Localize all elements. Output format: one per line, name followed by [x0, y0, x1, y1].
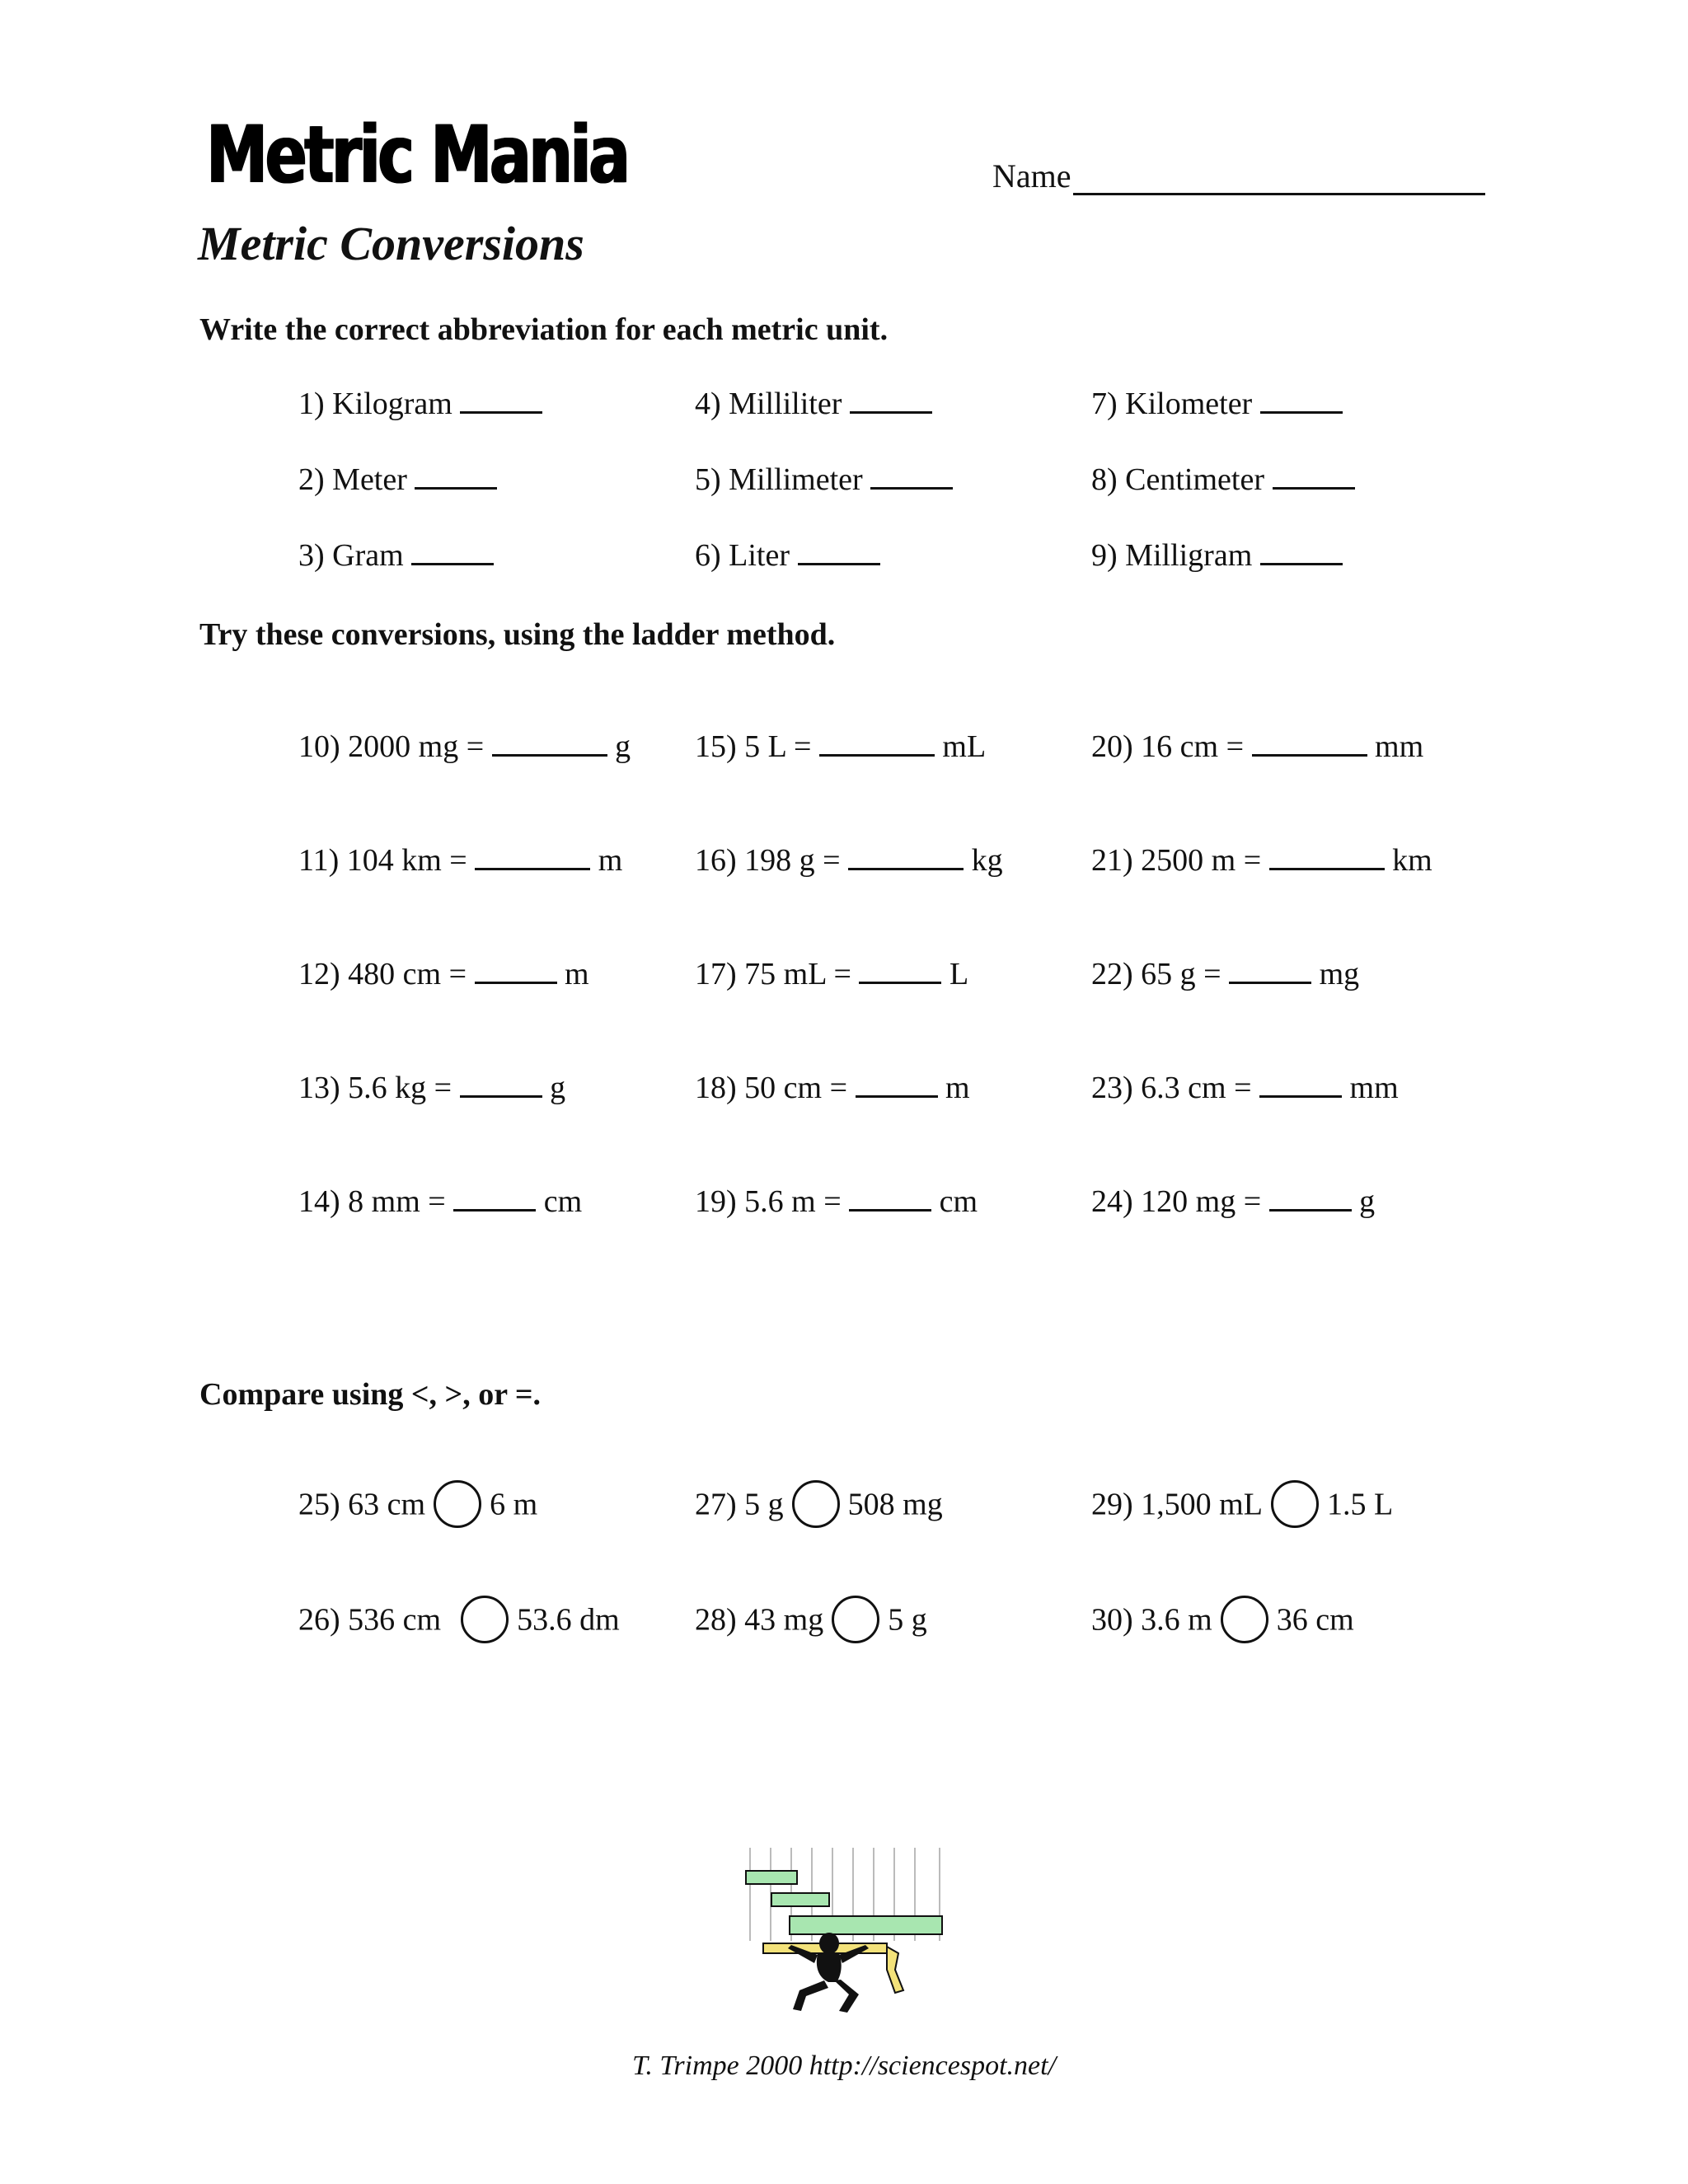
- answer-blank: [1252, 729, 1367, 757]
- comparison-item: 28) 43 mg 5 g: [695, 1599, 927, 1647]
- name-field: [992, 157, 1485, 195]
- abbrev-item: 6) Liter: [695, 537, 880, 574]
- comparison-item: 27) 5 g 508 mg: [695, 1483, 943, 1531]
- conversion-item: 15) 5 L = mL: [695, 729, 987, 764]
- conversion-item: 17) 75 mL = L: [695, 957, 969, 991]
- answer-blank: [849, 1184, 931, 1212]
- compare-circle: [1221, 1596, 1268, 1643]
- answer-blank: [475, 957, 557, 984]
- answer-blank: [1260, 387, 1343, 414]
- answer-blank: [1273, 462, 1355, 490]
- answer-blank: [1229, 957, 1311, 984]
- answer-blank: [1269, 843, 1385, 870]
- worksheet-subtitle: Metric Conversions: [198, 217, 584, 270]
- compare-circle: [1271, 1480, 1319, 1528]
- answer-blank: [850, 387, 932, 414]
- compare-instruction: Compare using <, >, or =.: [199, 1377, 542, 1412]
- abbrev-item: 9) Milligram: [1091, 537, 1343, 574]
- conversion-item: 22) 65 g = mg: [1091, 957, 1360, 991]
- answer-blank: [859, 957, 941, 984]
- compare-circle: [434, 1480, 481, 1528]
- name-blank-line: [1073, 162, 1485, 195]
- compare-circle: [461, 1596, 509, 1643]
- conversion-item: 16) 198 g = kg: [695, 843, 1003, 878]
- comparison-item: 26) 536 cm 53.6 dm: [298, 1599, 620, 1647]
- conversion-item: 13) 5.6 kg = g: [298, 1071, 566, 1105]
- conversion-item: 14) 8 mm = cm: [298, 1184, 583, 1219]
- conversion-item: 19) 5.6 m = cm: [695, 1184, 978, 1219]
- abbrev-item: 3) Gram: [298, 537, 494, 574]
- answer-blank: [798, 538, 880, 565]
- answer-blank: [1269, 1184, 1352, 1212]
- conversion-item: 24) 120 mg = g: [1091, 1184, 1376, 1219]
- answer-blank: [460, 1071, 542, 1098]
- conversion-item: 11) 104 km = m: [298, 843, 623, 878]
- abbrev-item: 4) Milliliter: [695, 386, 932, 422]
- conversion-item: 10) 2000 mg = g: [298, 729, 631, 764]
- comparison-item: 25) 63 cm 6 m: [298, 1483, 537, 1531]
- comparison-item: 30) 3.6 m 36 cm: [1091, 1599, 1354, 1647]
- answer-blank: [819, 729, 935, 757]
- clipart-icon: [742, 1846, 948, 2019]
- abbrev-item: 8) Centimeter: [1091, 462, 1355, 498]
- compare-circle: [832, 1596, 879, 1643]
- compare-circle: [792, 1480, 840, 1528]
- ladder-instruction: Try these conversions, using the ladder method.: [199, 617, 836, 652]
- conversion-item: 18) 50 cm = m: [695, 1071, 970, 1105]
- answer-blank: [1259, 1071, 1342, 1098]
- answer-blank: [856, 1071, 938, 1098]
- abbrev-item: 5) Millimeter: [695, 462, 953, 498]
- name-label: Name: [992, 157, 1071, 194]
- answer-blank: [870, 462, 953, 490]
- conversion-item: 23) 6.3 cm = mm: [1091, 1071, 1399, 1105]
- answer-blank: [475, 843, 590, 870]
- answer-blank: [411, 538, 494, 565]
- abbrev-item: 1) Kilogram: [298, 386, 542, 422]
- answer-blank: [415, 462, 497, 490]
- conversion-item: 12) 480 cm = m: [298, 957, 589, 991]
- footer-credit: T. Trimpe 2000 http://sciencespot.net/: [631, 2050, 1057, 2081]
- answer-blank: [460, 387, 542, 414]
- answer-blank: [1260, 538, 1343, 565]
- answer-blank: [492, 729, 607, 757]
- answer-blank: [453, 1184, 536, 1212]
- abbrev-instruction: Write the correct abbreviation for each metric unit.: [199, 312, 889, 347]
- abbrev-item: 2) Meter: [298, 462, 497, 498]
- worksheet-title: Metric Mania: [206, 109, 628, 201]
- comparison-item: 29) 1,500 mL 1.5 L: [1091, 1483, 1393, 1531]
- conversion-item: 20) 16 cm = mm: [1091, 729, 1424, 764]
- conversion-item: 21) 2500 m = km: [1091, 843, 1432, 878]
- answer-blank: [848, 843, 964, 870]
- abbrev-item: 7) Kilometer: [1091, 386, 1343, 422]
